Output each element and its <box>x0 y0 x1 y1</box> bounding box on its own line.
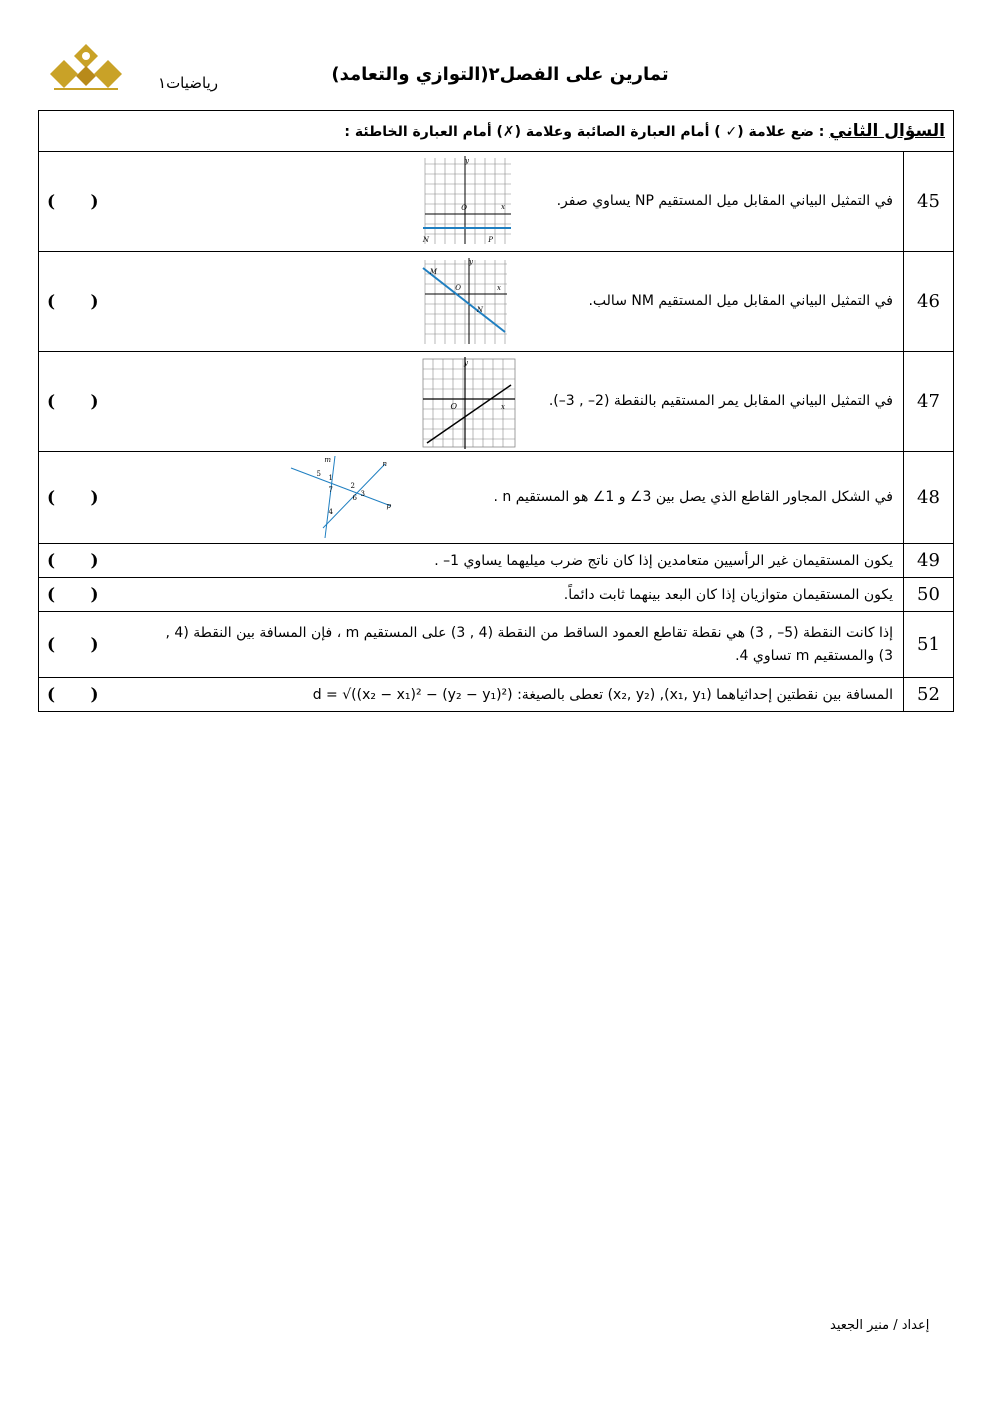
question-number: 47 <box>904 352 954 452</box>
angle-label-6: 6 <box>352 494 357 502</box>
page-header <box>40 40 952 100</box>
angle-label-7: 7 <box>328 486 333 494</box>
line-label-p: p <box>386 502 391 510</box>
graph-line <box>427 385 511 443</box>
question-number: 52 <box>904 678 954 712</box>
point-label-m: M <box>429 268 437 276</box>
question-text: في التمثيل البياني المقابل ميل المستقيم NM سالب. <box>588 293 893 310</box>
questions-table <box>38 110 954 712</box>
question-text: إذا كانت النقطة (5– , 3) هي نقطة تقاطع العمود الساقط من النقطة (4 , 3) على المستقيم m ، فإن المسافة بين النقطة (4 , 3) والمستقيم m تساوي 4. <box>165 625 893 664</box>
question-row <box>39 678 954 712</box>
question-text: في الشكل المجاور القاطع الذي يصل بين 3∠ و 1∠ هو المستقيم n . <box>493 489 893 506</box>
question-text: يكون المستقيمان متوازيان إذا كان البعد بينهما ثابت دائماً. <box>563 586 893 603</box>
question-content <box>39 252 904 352</box>
school-logo <box>50 42 122 92</box>
axis-x-label: x <box>501 203 505 211</box>
answer-box[interactable]: ( ) <box>47 634 99 655</box>
angle-label-3: 3 <box>360 490 365 498</box>
point-label-p: P <box>488 236 493 244</box>
section-instruction: : ضع علامة (✓ ) أمام العبارة الصائبة وعلامة (✗) أمام العبارة الخاطئة : <box>344 124 825 140</box>
section-header <box>39 111 954 152</box>
question-row <box>39 452 954 544</box>
question-content <box>39 152 904 252</box>
question-content <box>39 578 904 612</box>
subject-label: رياضيات١ <box>158 74 219 92</box>
origin-label: O <box>455 284 461 292</box>
angle-label-4: 4 <box>328 508 333 516</box>
question-text: في التمثيل البياني المقابل ميل المستقيم NP يساوي صفر. <box>556 193 893 210</box>
answer-box[interactable]: ( ) <box>47 487 99 508</box>
angle-label-2: 2 <box>350 482 355 490</box>
question-text: يكون المستقيمان غير الرأسيين متعامدين إذا كان ناتج ضرب ميليهما يساوي 1– . <box>434 552 893 569</box>
answer-box[interactable]: ( ) <box>47 550 99 571</box>
axis-x-label: x <box>501 403 505 411</box>
angle-label-1: 1 <box>328 474 333 482</box>
line-label-n: n <box>382 460 387 468</box>
graph-48-transversals <box>287 454 399 540</box>
question-row <box>39 352 954 452</box>
question-number: 45 <box>904 152 954 252</box>
axis-y-label: y <box>464 359 468 367</box>
question-row <box>39 612 954 678</box>
answer-box[interactable]: ( ) <box>47 584 99 605</box>
question-number: 48 <box>904 452 954 544</box>
page-footer: إعداد / منير الجعيد <box>830 1318 930 1333</box>
answer-box[interactable]: ( ) <box>47 191 99 212</box>
question-content <box>39 678 904 712</box>
question-content <box>39 452 904 544</box>
question-number: 50 <box>904 578 954 612</box>
answer-box[interactable]: ( ) <box>47 684 99 705</box>
question-number: 51 <box>904 612 954 678</box>
question-content <box>39 612 904 678</box>
graph-47 <box>421 357 517 449</box>
axis-y-label: y <box>469 258 473 266</box>
graph-46 <box>421 256 509 346</box>
axis-x-label: x <box>497 284 501 292</box>
graph-45 <box>421 154 513 246</box>
question-content <box>39 544 904 578</box>
answer-box[interactable]: ( ) <box>47 391 99 412</box>
origin-label: O <box>461 204 467 212</box>
question-row <box>39 544 954 578</box>
question-content <box>39 352 904 452</box>
angle-label-5: 5 <box>316 470 321 478</box>
question-number: 46 <box>904 252 954 352</box>
question-row <box>39 252 954 352</box>
line-label-m: m <box>324 456 331 464</box>
question-text: المسافة بين نقطتين إحداثياهما (x₁, y₁), (x₂, y₂) تعطى بالصيغة: d = √((x₂ − x₁)² − (y₂ − y₁)²) <box>312 686 893 703</box>
point-label-n: N <box>476 306 483 314</box>
page-title: تمارين على الفصل٢(التوازي والتعامد) <box>331 64 669 85</box>
point-label-n: N <box>422 236 429 244</box>
question-number: 49 <box>904 544 954 578</box>
section-label: السؤال الثاني <box>829 121 945 141</box>
question-text: في التمثيل البياني المقابل يمر المستقيم بالنقطة (2– , 3–). <box>548 393 893 410</box>
axis-y-label: y <box>465 157 469 165</box>
question-row <box>39 152 954 252</box>
origin-label: O <box>450 402 457 411</box>
answer-box[interactable]: ( ) <box>47 291 99 312</box>
question-row <box>39 578 954 612</box>
